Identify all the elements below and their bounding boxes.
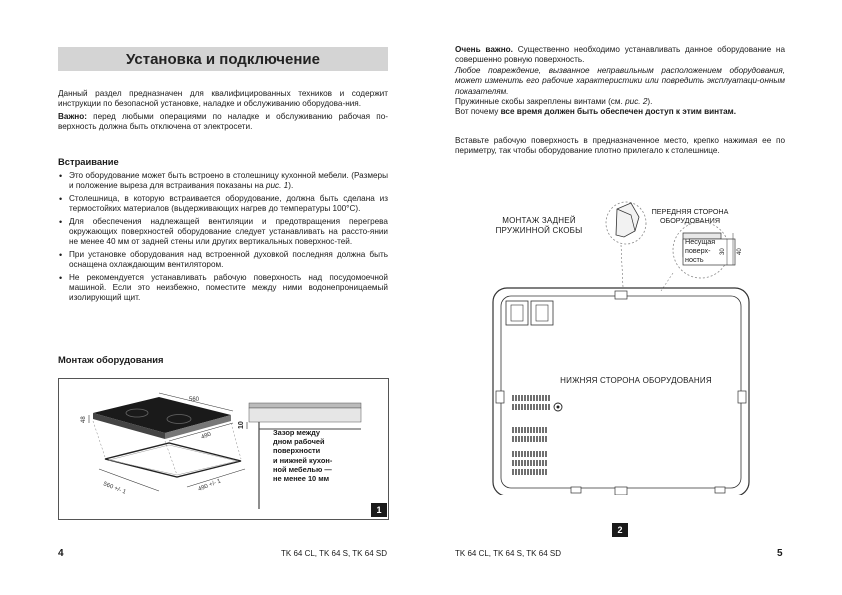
spring-bracket-bottom [615,487,627,495]
spring-bracket-right [738,391,746,403]
mount-spring-label: МОНТАЖ ЗАДНЕЙ ПРУЖИННОЙ СКОБЫ [495,216,583,235]
insert-paragraph: Вставьте рабочую поверхность в предназначенное место, крепко нажимая ее по периметру, так чтобы оборудование плотно прилегало к столешнице. [455,136,785,156]
cutout-inner-edge [109,445,237,475]
spring-bracket [616,203,639,237]
very-important-paragraph: Очень важно. Существенно необходимо устанавливать данное оборудование на совершенно ровную поверхность. [455,45,786,65]
footer-model-left: TK 64 CL, TK 64 S, TK 64 SD [281,549,387,558]
figure-1-drawing [59,379,388,519]
important-paragraph [58,112,388,133]
hob-section [249,403,361,408]
intro-paragraph: Данный раздел предназначен для квалифицированных техников и содержит инструкции по безопасной установке, наладке и обслуживанию оборудова-ния. [58,89,388,109]
dim-top-width: 560 [189,397,200,403]
access-paragraph: Вот почему все время должен быть обеспечен доступ к этим винтам. [455,107,736,117]
guide-line [93,421,105,457]
footer-model-right: TK 64 CL, TK 64 S, TK 64 SD [455,549,561,558]
right-page [421,0,842,595]
section-title-mounting: Монтаж оборудования [58,354,164,365]
dim-top-depth: 490 [200,431,213,441]
hob-top-surface [93,397,231,433]
connector-block [506,301,528,325]
important-text: перед любыми операциями по наладке и обслуживанию рабочая по-верхность должна быть отключена от электросети. [58,111,388,132]
vent-slots-2 [513,427,546,442]
figure-number-1: 1 [371,503,387,517]
spring-bracket-bottom-right [715,487,725,493]
spring-bracket-top [615,291,627,299]
vent-slots-1 [513,395,549,410]
bullet-list [58,171,388,304]
spring-bracket-bottom-left [571,487,581,493]
worktop-section [249,408,361,422]
right-text-block [455,45,785,120]
dim-cut-width: 560 +/- 1 [102,481,127,496]
dim-30: 30 [720,248,726,255]
list-item: • При установке оборудования над встроенной духовкой последняя должна быть оснащена охлаждающим вентилятором. [58,250,388,271]
gap-label: Зазор между дном рабочей поверхности и нижней кухон- ной мебелью — не менее 10 мм [273,428,333,484]
figure-number-2: 2 [612,523,628,537]
important-label: Важно: [58,111,87,121]
page-number-right: 5 [777,548,783,559]
guide-line [165,441,177,475]
dim-gap: 10 [238,421,245,429]
vent-slots-3 [513,451,546,475]
figure-1 [58,378,389,520]
section-title-installation: Встраивание [58,156,119,167]
list-item: • Столешница, в которую встраивается оборудование, должна быть сделана из термостойких материалов (выдерживающих нагрев до температуры 100°С). [58,194,388,215]
page-title: Установка и подключение [58,47,388,71]
worktop-label: Несущая поверх- ность [685,237,716,264]
intro-block [58,89,388,135]
list-item: • Не рекомендуется устанавливать рабочую поверхность над посудомоечной машиной. Если это неизбежно, поместите между ними водонепроницаемый изолирующий щит. [58,273,388,304]
screw-center [557,406,560,409]
dim-40: 40 [737,248,743,255]
front-side-label: ПЕРЕДНЯЯ СТОРОНА ОБОРУДОВАНИЯ [651,207,729,225]
leader-line [621,245,623,287]
list-item: • Для обеспечения надлежащей вентиляции и предотвращения перегрева окружающих поверхностей оборудование следует устанавливать на рассто-янии не менее 40 мм от задней стены или других вертикальных поверхнос-тей. [58,217,388,248]
bullets-block [58,171,388,306]
italic-paragraph: Любое повреждение, вызванное неправильным расположением оборудования, может изменить его рабочие характеристики или повредить эксплуатаци-онным показателям. [455,65,785,96]
very-important-label: Очень важно. [455,45,513,54]
spring-bracket-left [496,391,504,403]
connector-block [531,301,553,325]
dim-height: 48 [81,416,87,423]
dim-cut-depth: 490 +/- 1 [197,478,222,493]
bottom-side-label: НИЖНЯЯ СТОРОНА ОБОРУДОВАНИЯ [560,376,712,385]
figure-2-drawing [421,195,842,495]
list-item: • Это оборудование может быть встроено в столешницу кухонной мебели. (Размеры и положение выреза для встраивания показаны на рис. 1). [58,171,388,192]
worktop-cutout [105,443,241,477]
springs-paragraph: Пружинные скобы закреплены винтами (см. рис. 2). [455,97,653,107]
page-number-left: 4 [58,548,64,559]
